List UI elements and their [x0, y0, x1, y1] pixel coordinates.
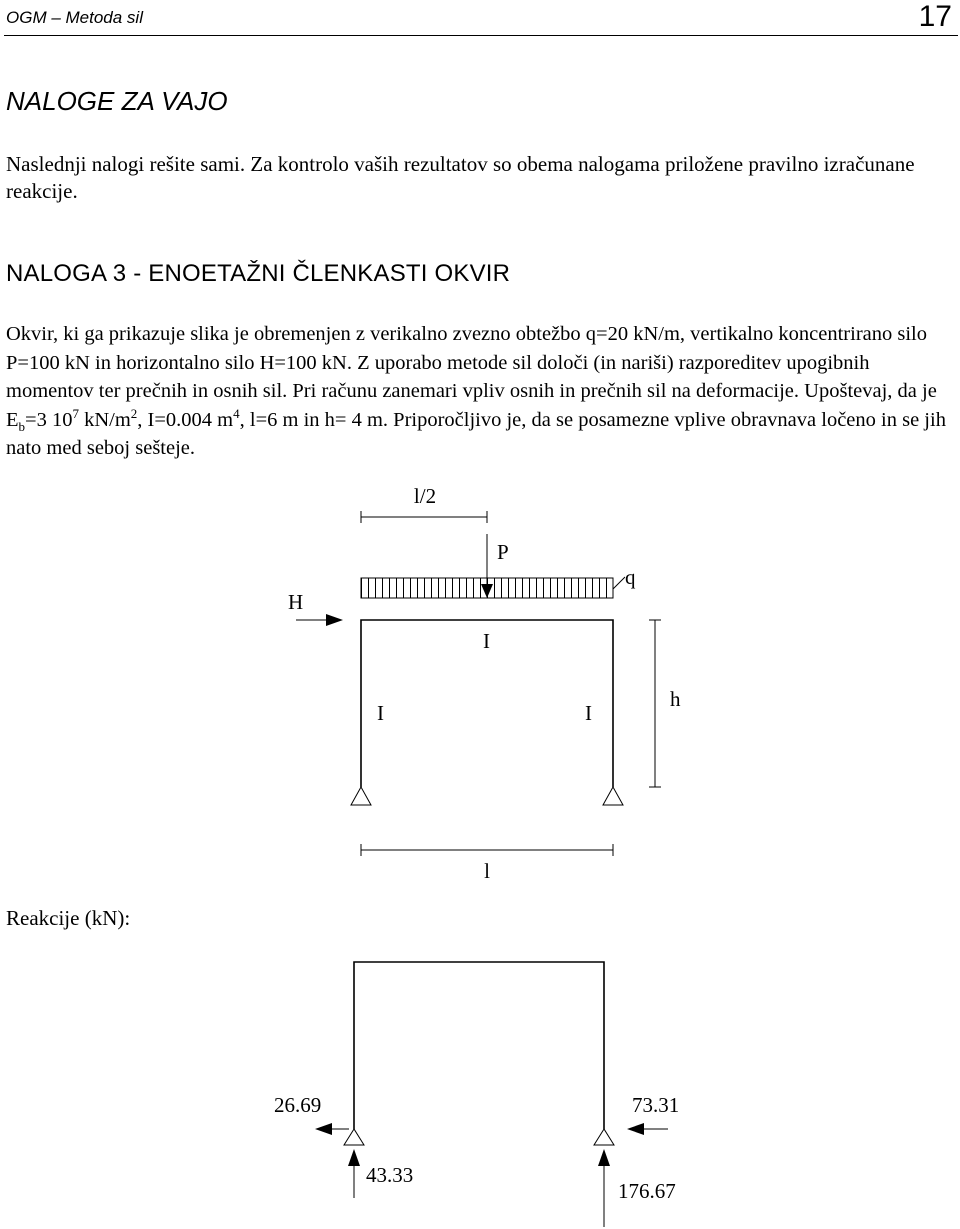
left-pin-support — [351, 787, 371, 805]
task-text-sup-4: 4 — [233, 405, 240, 421]
dimension-height-label: h — [670, 687, 681, 711]
reactions-figure — [274, 962, 679, 1227]
reaction-right-support — [594, 1129, 614, 1145]
load-h-label: H — [288, 590, 304, 614]
dimension-half-span — [361, 484, 487, 523]
intro-paragraph: Naslednji nalogi rešite sami. Za kontrolo vaših rezultatov so obema nalogama priložene pravilno izračunane reakcije. — [6, 152, 915, 203]
reaction-right-vertical-value: 176.67 — [618, 1179, 676, 1203]
dimension-half-span-label: l/2 — [413, 484, 437, 508]
beam-inertia-label: I — [483, 629, 490, 653]
dimension-height — [649, 620, 681, 787]
task-text-part3: kN/m — [78, 408, 131, 431]
right-column-inertia-label: I — [585, 701, 592, 725]
dimension-span — [361, 844, 613, 883]
reaction-right-horizontal-arrow — [627, 1123, 668, 1135]
horizontal-load-h — [288, 590, 343, 626]
reaction-left-support — [344, 1129, 364, 1145]
reaction-frame — [354, 962, 604, 1129]
section-title: NALOGE ZA VAJO — [6, 86, 228, 116]
task-text-part2: =3 10 — [25, 408, 73, 431]
task-text-part1: Okvir, ki ga prikazuje slika je obremenjen z verikalno zvezno obtežbo q=20 kN/m, vertikalno koncentrirano silo P=100 kN in horizontalno silo H=100 kN. Z uporabo metode sil določi (in nariši) razporeditev upogibnih momentov ter prečnih in osnih sil. Pri računu zanemari vpliv osnih in prečnih sil na deformacije. Upoštevaj, da je E — [6, 323, 937, 431]
reaction-right-horizontal-value: 73.31 — [632, 1093, 680, 1117]
task-text-sup-2: 2 — [130, 405, 138, 421]
task-text-sub-b: b — [18, 418, 26, 434]
task-title: NALOGA 3 - ENOETAŽNI ČLENKASTI OKVIR — [6, 260, 511, 287]
loaded-frame-figure — [288, 484, 681, 883]
page-number: 17 — [918, 0, 952, 33]
load-p-label: P — [497, 540, 509, 564]
reaction-left-vertical-value: 43.33 — [366, 1163, 414, 1187]
task-text-part5: , l=6 m in h= 4 m. Priporočljivo je, da se posamezne vplive obravnava ločeno in se jih nato med seboj sešteje. — [6, 408, 946, 459]
distributed-load-q — [361, 565, 636, 598]
right-pin-support — [603, 787, 623, 805]
header-title: OGM – Metoda sil — [6, 8, 143, 27]
reaction-left-vertical-arrow — [348, 1149, 360, 1198]
reaction-left-horizontal-value: 26.69 — [274, 1093, 322, 1117]
task-text-sup-7: 7 — [72, 405, 79, 421]
task-text-part4: , I=0.004 m — [137, 408, 234, 431]
left-column-inertia-label: I — [377, 701, 384, 725]
reaction-right-vertical-arrow — [598, 1149, 610, 1227]
reaction-left-horizontal-arrow — [315, 1123, 349, 1135]
load-q-label: q — [625, 565, 636, 589]
reactions-heading: Reakcije (kN): — [6, 906, 131, 930]
dimension-span-label: l — [484, 859, 490, 883]
